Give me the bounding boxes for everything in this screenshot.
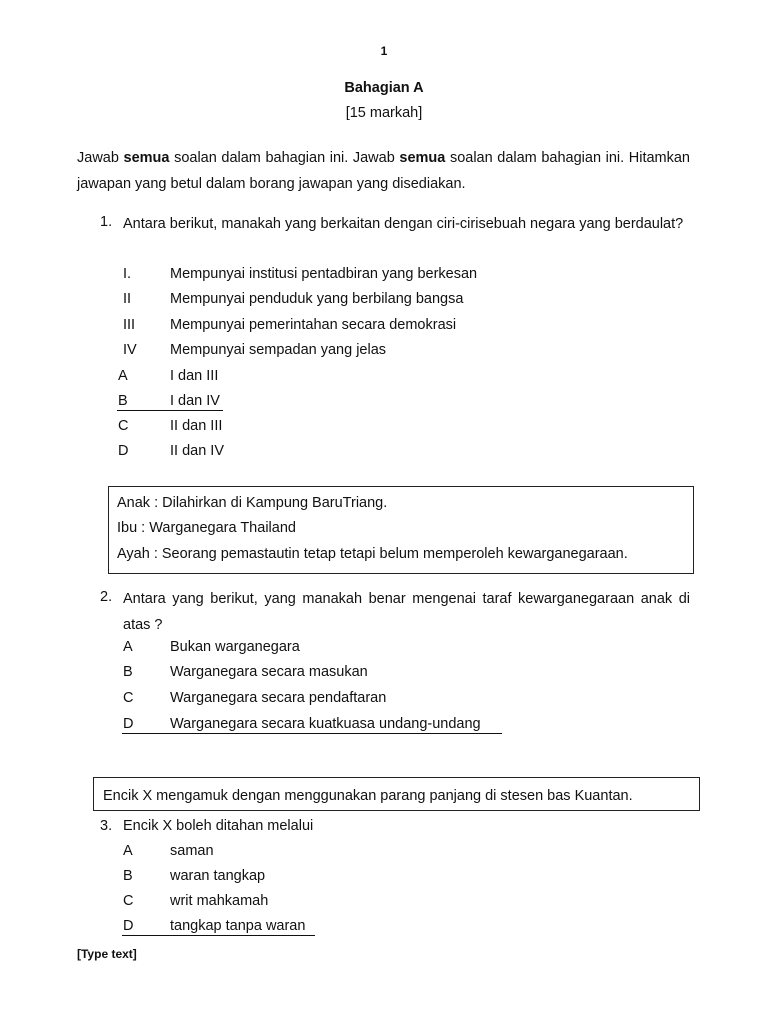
q3-option-letter: A [123,843,133,859]
instructions-text: soalan dalam bahagian ini. Hitamkan jawapan yang betul dalam borang jawapan yang disediakan. [77,150,690,192]
instructions-bold: semua [123,150,170,166]
page-number: 1 [380,44,388,58]
q2-option-text: Warganegara secara pendaftaran [170,690,387,706]
q3-option-text: tangkap tanpa waran [170,918,306,934]
q1-option-letter: A [118,368,128,384]
q2-option-text: Bukan warganegara [170,639,300,655]
q3-box-line: Encik X mengamuk dengan menggunakan parang panjang di stesen bas Kuantan. [103,788,633,804]
q2-option-letter: A [123,639,133,655]
q1-option-letter: D [118,443,129,459]
q1-statement-roman: IV [123,342,137,358]
q1-option-text: II dan III [170,418,223,434]
q2-option-text: Warganegara secara masukan [170,664,368,680]
instructions-text: soalan dalam bahagian ini. Jawab [169,150,400,166]
q1-statement-text: Mempunyai institusi pentadbiran yang berkesan [170,266,478,282]
section-marks: [15 markah] [345,105,423,121]
q2-box-line: Ibu : Warganegara Thailand [117,520,296,536]
q2-option-letter: D [123,716,134,732]
q1-statement-roman: III [123,317,136,333]
q3-option-text: saman [170,843,214,859]
q2-option-letter: B [123,664,133,680]
question-3-text: Encik X boleh ditahan melalui [123,818,314,834]
q1-statement-roman: I. [123,266,132,282]
q3-option-text: writ mahkamah [170,893,269,909]
q1-option-text: II dan IV [170,443,225,459]
q1-option-letter: C [118,418,129,434]
question-1-text: Antara berikut, manakah yang berkaitan dengan ciri-cirisebuah negara yang berdaulat? [123,216,684,232]
q1-statement-roman: II [123,291,132,307]
q2-option-letter: C [123,690,134,706]
q3-option-letter: D [123,918,134,934]
question-3-number: 3. [100,818,113,834]
q1-statement-text: Mempunyai sempadan yang jelas [170,342,387,358]
q2-box-line: Ayah : Seorang pemastautin tetap tetapi belum memperoleh kewarganegaraan. [117,546,628,562]
q2-box-line: Anak : Dilahirkan di Kampung BaruTriang. [117,495,388,511]
q3-option-text: waran tangkap [170,868,266,884]
q1-option-text: I dan IV [170,393,220,409]
section-title: Bahagian A [344,80,424,96]
instructions-text: Jawab [77,150,124,166]
q2-option-text: Warganegara secara kuatkuasa undang-undang [170,716,481,732]
q3-option-letter: B [123,868,133,884]
q3-option-letter: C [123,893,134,909]
question-2-number: 2. [100,589,113,605]
question-1-number: 1. [100,214,113,230]
footer-text: [Type text] [77,947,137,961]
q1-option-text: I dan III [170,368,219,384]
q1-option-letter: B [118,393,128,409]
question-2-text: Antara yang berikut, yang manakah benar mengenai taraf kewarganegaraan anak di atas ? [123,591,690,633]
instructions-bold: semua [399,150,446,166]
q1-statement-text: Mempunyai penduduk yang berbilang bangsa [170,291,464,307]
instructions [77,146,690,197]
q1-statement-text: Mempunyai pemerintahan secara demokrasi [170,317,457,333]
